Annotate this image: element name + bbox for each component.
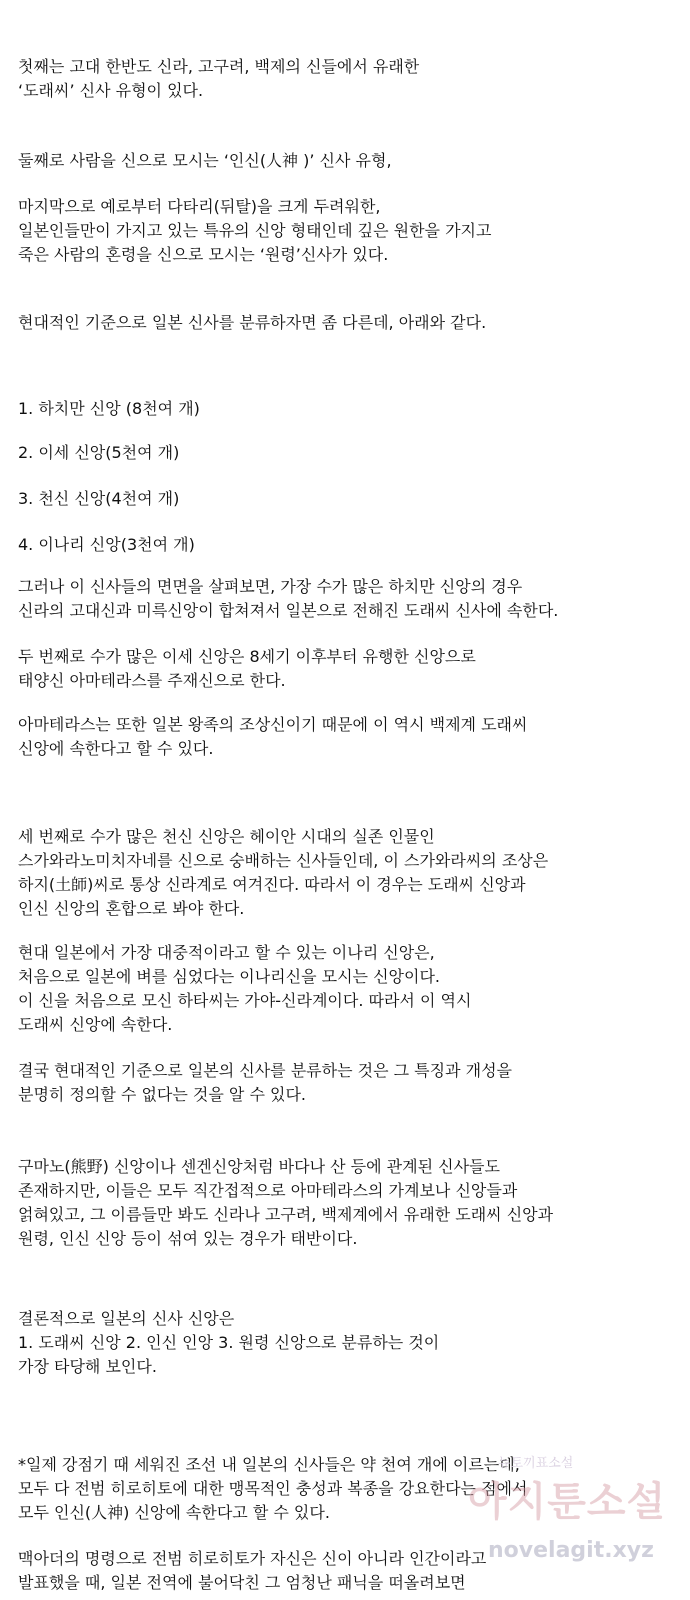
text-line: 구마노(熊野) 신앙이나 센겐신앙처럼 바다나 산 등에 관계된 신사들도: [18, 1157, 500, 1176]
text-line: 첫째는 고대 한반도 신라, 고구려, 백제의 신들에서 유래한: [18, 57, 420, 76]
list-item: 3. 천신 신앙(4천여 개): [18, 489, 180, 508]
text-line: 둘째로 사람을 신으로 모시는 ‘인신(人神 )’ 신사 유형,: [18, 151, 392, 170]
text-line: 인신 신앙의 혼합으로 봐야 한다.: [18, 899, 245, 918]
text-line: 현대적인 기준으로 일본 신사를 분류하자면 좀 다른데, 아래와 같다.: [18, 313, 487, 332]
footnote-line: 모두 다 전범 히로히토에 대한 맹목적인 충성과 복종을 강요한다는 점에서: [18, 1479, 528, 1498]
text-line: 스가와라노미치자네를 신으로 숭배하는 신사들인데, 이 스가와라씨의 조상은: [18, 851, 549, 870]
watermark-top-text: 뉴토끼표소설: [498, 1456, 574, 1471]
text-line: 일본인들만이 가지고 있는 특유의 신앙 형태인데 깊은 원한을 가지고: [18, 221, 492, 240]
text-line: 발표했을 때, 일본 전역에 불어닥친 그 엄청난 패닉을 떠올려보면: [18, 1573, 466, 1592]
text-line: 그러나 이 신사들의 면면을 살펴보면, 가장 수가 많은 하치만 신앙의 경우: [18, 577, 523, 596]
text-line: 결론적으로 일본의 신사 신앙은: [18, 1309, 235, 1328]
text-line: 가장 타당해 보인다.: [18, 1357, 157, 1376]
text-line: 세 번째로 수가 많은 천신 신앙은 헤이안 시대의 실존 인물인: [18, 827, 435, 846]
text-line: 이 신을 처음으로 모신 하타씨는 가야-신라계이다. 따라서 이 역시: [18, 991, 472, 1010]
text-line: 분명히 정의할 수 없다는 것을 알 수 있다.: [18, 1085, 306, 1104]
list-item: 4. 이나리 신앙(3천여 개): [18, 535, 195, 554]
text-line: 하지(土師)씨로 통상 신라계로 여겨진다. 따라서 이 경우는 도래씨 신앙과: [18, 875, 526, 894]
text-line: 처음으로 일본에 벼를 심었다는 이나리신을 모시는 신앙이다.: [18, 967, 441, 986]
watermark-main-text: 아지툰소설: [468, 1479, 667, 1525]
text-line: 원령, 인신 신앙 등이 섞여 있는 경우가 태반이다.: [18, 1229, 358, 1248]
footnote-line: 모두 인신(人神) 신앙에 속한다고 할 수 있다.: [18, 1503, 330, 1522]
text-line: 얽혀있고, 그 이름들만 봐도 신라나 고구려, 백제계에서 유래한 도래씨 신앙과: [18, 1205, 554, 1224]
text-line: 1. 도래씨 신앙 2. 인신 인앙 3. 원령 신앙으로 분류하는 것이: [18, 1333, 440, 1352]
text-line: 두 번째로 수가 많은 이세 신앙은 8세기 이후부터 유행한 신앙으로: [18, 647, 476, 666]
text-line: 존재하지만, 이들은 모두 직간접적으로 아마테라스의 가계보나 신앙들과: [18, 1181, 518, 1200]
text-line: 아마테라스는 또한 일본 왕족의 조상신이기 때문에 이 역시 백제계 도래씨: [18, 715, 528, 734]
text-line: 신앙에 속한다고 할 수 있다.: [18, 739, 214, 758]
footnote-line: *일제 강점기 때 세워진 조선 내 일본의 신사들은 약 천여 개에 이르는데,: [18, 1455, 520, 1474]
text-line: 현대 일본에서 가장 대중적이라고 할 수 있는 이나리 신앙은,: [18, 943, 435, 962]
text-line: ‘도래씨’ 신사 유형이 있다.: [18, 81, 204, 100]
list-item: 2. 이세 신앙(5천여 개): [18, 443, 180, 462]
text-line: 죽은 사람의 혼령을 신으로 모시는 ‘원령’신사가 있다.: [18, 245, 389, 264]
text-line: 태양신 아마테라스를 주재신으로 한다.: [18, 671, 286, 690]
text-line: 마지막으로 예로부터 다타리(뒤탈)을 크게 두려워한,: [18, 197, 381, 216]
list-item: 1. 하치만 신앙 (8천여 개): [18, 399, 200, 418]
text-line: 맥아더의 명령으로 전범 히로히토가 자신은 신이 아니라 인간이라고: [18, 1549, 487, 1568]
text-line: 결국 현대적인 기준으로 일본의 신사를 분류하는 것은 그 특징과 개성을: [18, 1061, 512, 1080]
text-line: 도래씨 신앙에 속한다.: [18, 1015, 173, 1034]
watermark-url-text: novelagit.xyz: [488, 1538, 654, 1563]
text-line: 신라의 고대신과 미륵신앙이 합쳐져서 일본으로 전해진 도래씨 신사에 속한다.: [18, 601, 559, 620]
